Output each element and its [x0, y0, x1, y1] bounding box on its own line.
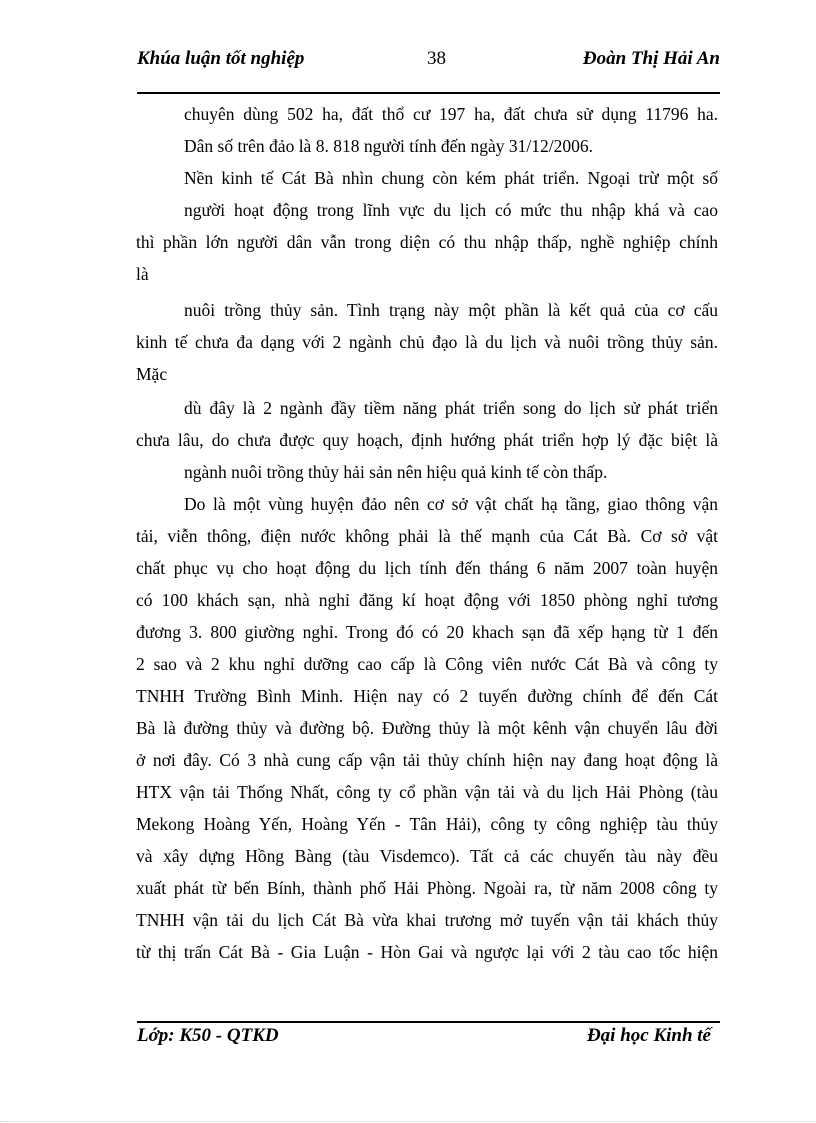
text-line: tải, viễn thông, điện nước không phải là thế mạnh của Cát Bà. Cơ sở vật [136, 526, 718, 546]
header-thesis-title: Khúa luận tốt nghiệp [137, 48, 305, 69]
text-line: chuyên dùng 502 ha, đất thổ cư 197 ha, đất chưa sử dụng 11796 ha. [184, 104, 718, 124]
text-line: kinh tế chưa đa dạng với 2 ngành chủ đạo là du lịch và nuôi trồng thủy sản. [136, 332, 718, 352]
text-line: chất phục vụ cho hoạt động du lịch tính đến tháng 6 năm 2007 toàn huyện [136, 558, 718, 578]
text-line: dù đây là 2 ngành đầy tiềm năng phát triển song do lịch sử phát triển [184, 398, 718, 418]
footer-class: Lớp: K50 - QTKD [137, 1025, 279, 1046]
header-rule [137, 92, 720, 94]
footer-rule [137, 1021, 720, 1023]
text-line: và xây dựng Hồng Bàng (tàu Visdemco). Tất cả các chuyến tàu này đều [136, 846, 718, 866]
text-line: TNHH Trường Bình Minh. Hiện nay có 2 tuyến đường chính để đến Cát [136, 686, 718, 706]
footer-university: Đại học Kinh tế [586, 1025, 711, 1046]
text-line: HTX vận tải Thống Nhất, công ty cổ phần vận tải và du lịch Hải Phòng (tàu [136, 782, 718, 802]
text-line: ngành nuôi trồng thủy hải sản nên hiệu quả kinh tế còn thấp. [184, 462, 608, 482]
header-author: Đoàn Thị Hải An [582, 48, 720, 69]
text-line: thì phần lớn người dân vẫn trong diện có thu nhập thấp, nghề nghiệp chính [136, 232, 718, 252]
text-line: xuất phát từ bến Bính, thành phố Hải Phòng. Ngoài ra, từ năm 2008 công ty [136, 878, 718, 898]
text-line: từ thị trấn Cát Bà - Gia Luận - Hòn Gai và ngược lại với 2 tàu cao tốc hiện [136, 942, 718, 962]
text-line: 2 sao và 2 khu nghỉ dưỡng cao cấp là Công viên nước Cát Bà và công ty [136, 654, 718, 674]
text-line: Dân số trên đảo là 8. 818 người tính đến ngày 31/12/2006. [184, 136, 594, 156]
text-line: Do là một vùng huyện đảo nên cơ sở vật chất hạ tầng, giao thông vận [184, 494, 718, 514]
text-line: Mặc [136, 364, 168, 384]
page-number: 38 [427, 48, 446, 69]
text-line: là [136, 264, 149, 284]
text-line: có 100 khách sạn, nhà nghỉ đăng kí hoạt động với 1850 phòng nghỉ tương [136, 590, 718, 610]
text-line: Mekong Hoàng Yến, Hoàng Yến - Tân Hải), công ty công nghiệp tàu thủy [136, 814, 718, 834]
page-header [137, 48, 720, 74]
text-line: Bà là đường thủy và đường bộ. Đường thủy là một kênh vận chuyển lâu đời [136, 718, 718, 738]
text-line: ở nơi đây. Có 3 nhà cung cấp vận tải thủy chính hiện nay đang hoạt động là [136, 750, 718, 770]
text-line: người hoạt động trong lĩnh vực du lịch có mức thu nhập khá và cao [184, 200, 718, 220]
page-footer [137, 1025, 711, 1051]
text-line: đương 3. 800 giường nghỉ. Trong đó có 20 khach sạn đã xếp hạng từ 1 đến [136, 622, 718, 642]
text-line: chưa lâu, do chưa được quy hoạch, định hướng phát triển hợp lý đặc biệt là [136, 430, 718, 450]
text-line: TNHH vận tải du lịch Cát Bà vừa khai trương mở tuyến vận tải khách thủy [136, 910, 718, 930]
text-line: Nền kinh tế Cát Bà nhìn chung còn kém phát triển. Ngoại trừ một số [184, 168, 718, 188]
page-edge-divider [0, 1121, 816, 1122]
text-line: nuôi trồng thủy sản. Tình trạng này một phần là kết quả của cơ cấu [184, 300, 718, 320]
